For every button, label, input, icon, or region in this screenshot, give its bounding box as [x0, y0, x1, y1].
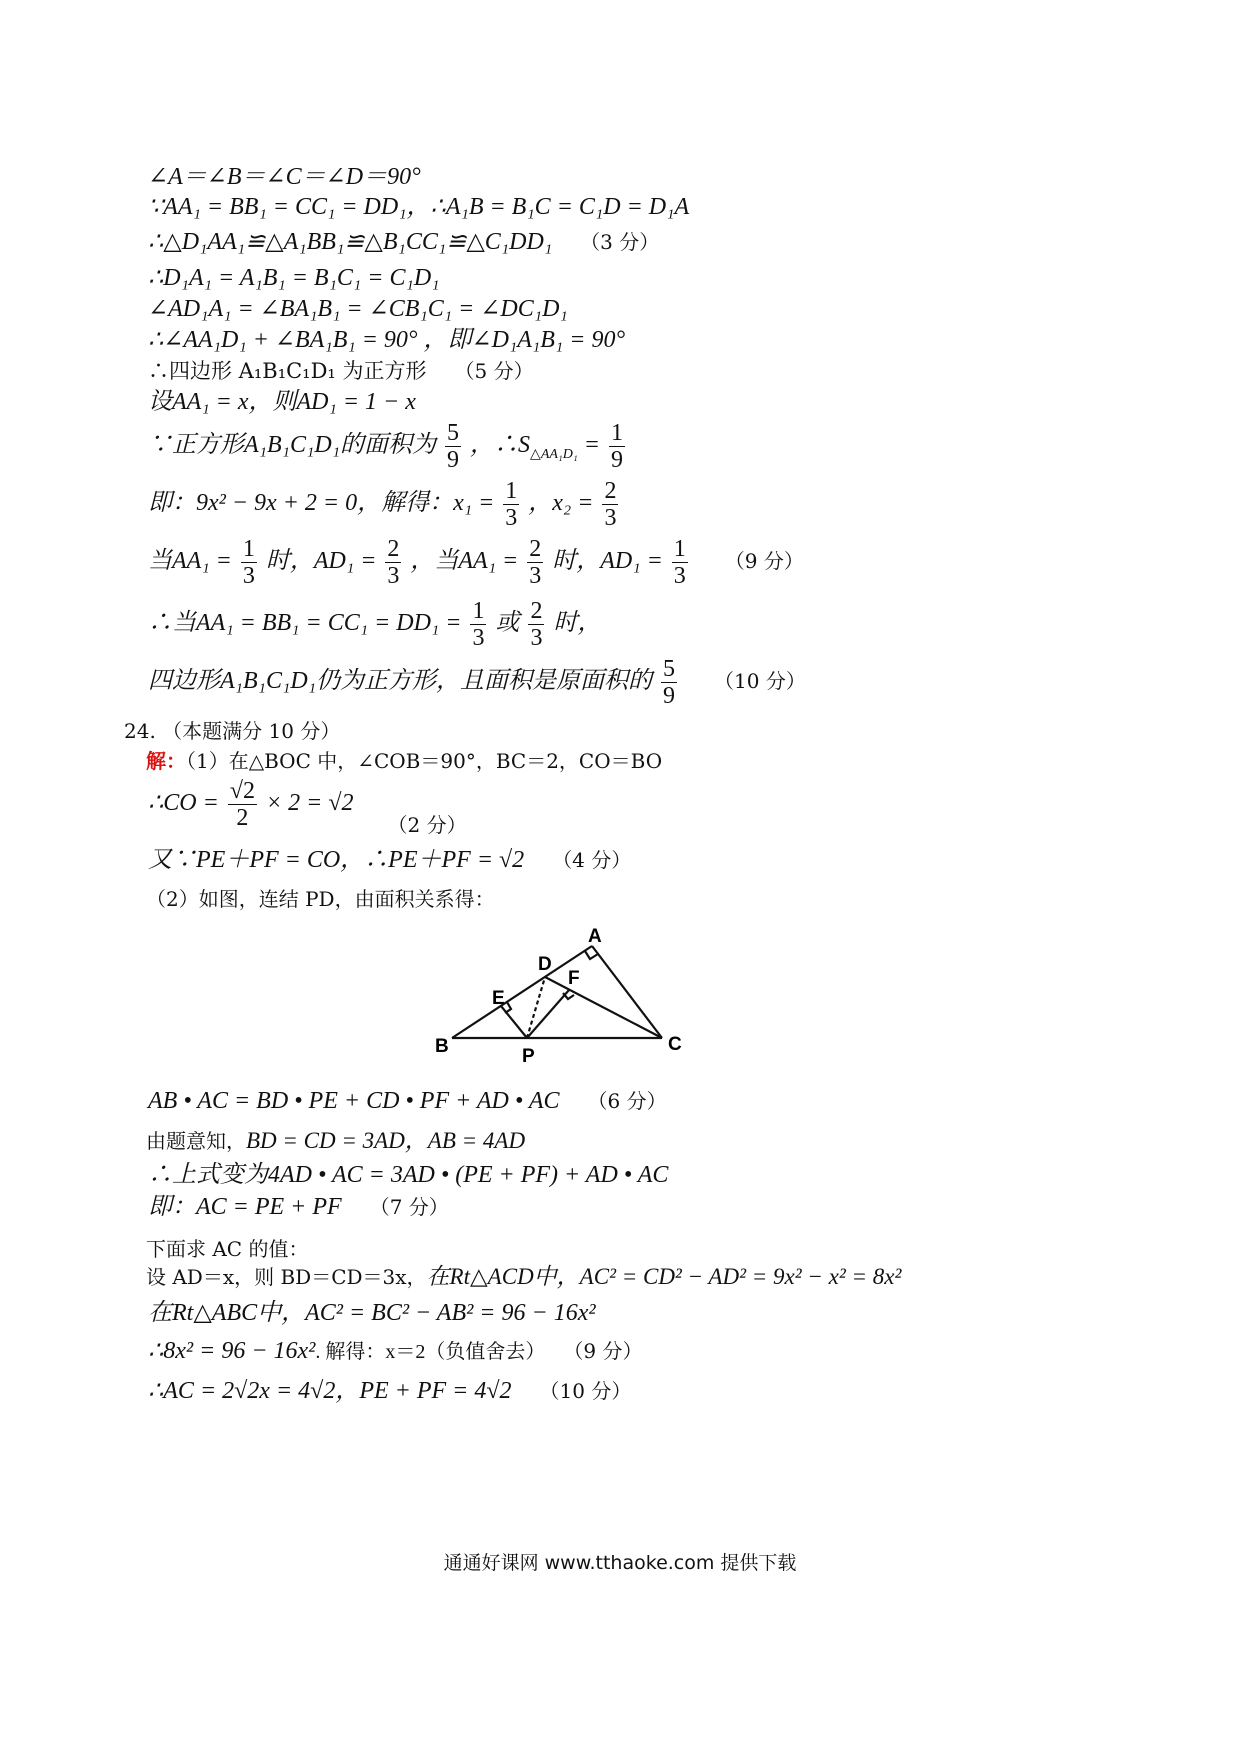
label-b: B [435, 1036, 449, 1057]
fraction-case2-aa1: $\frac{2}{3}$ [529, 536, 542, 589]
final-conclusion-line [148, 656, 806, 709]
case1-text: 当AA₁ = [148, 548, 232, 575]
fraction-sqrt2-over-2: $\frac{√2}{2}$ [229, 778, 255, 831]
segment-dc [545, 977, 662, 1038]
sides-equal-line: ∴D₁A₁ = A₁B₁ = B₁C₁ = C₁D₁ [148, 265, 440, 291]
time-text: 时， [553, 610, 602, 637]
final-text: 四边形A₁B₁C₁D₁仍为正方形，且面积是原面积的 [148, 668, 653, 695]
given-line [146, 1126, 525, 1156]
when-line [148, 598, 601, 651]
square-text: ∴四边形 A₁B₁C₁D₁ 为正方形 [148, 359, 427, 383]
when-text: ∴当AA₁ = BB₁ = CC₁ = DD₁ = [148, 610, 462, 637]
part1-text: （1）在△BOC 中，∠COB＝90°，BC＝2，CO＝BO [186, 749, 663, 773]
fraction-case1-ad1: $\frac{2}{3}$ [387, 536, 400, 589]
pe-pf-text: 又∵PE＋PF = CO，∴PE＋PF = √2 [148, 847, 525, 873]
fraction-one-ninth: $\frac{1}{9}$ [610, 420, 623, 473]
solution-label: 解： [146, 749, 186, 773]
quadratic-text: 即：9x² − 9x + 2 = 0，解得：x₁ = [148, 490, 495, 517]
x2-text: ，x₂ = [528, 490, 594, 517]
let-ad-line [146, 1262, 901, 1292]
equation-text: ∴8x² = 96 − 16x² [148, 1338, 316, 1364]
fraction-when-1: $\frac{1}{3}$ [472, 598, 485, 651]
score-3: （3 分） [580, 230, 660, 254]
transform-line: ∴上式变为4AD • AC = 3AD • (PE + PF) + AD • AC [148, 1162, 669, 1188]
score-10b: （10 分） [539, 1379, 632, 1403]
ac-equals-line [148, 1192, 449, 1222]
fraction-x2: $\frac{2}{3}$ [604, 478, 617, 531]
pe-pf-line [148, 845, 631, 875]
fraction-case2-ad1: $\frac{1}{3}$ [673, 536, 686, 589]
case2-ad1-text: 时，AD₁ = [552, 548, 663, 575]
cases-line [148, 536, 804, 589]
solve-text: . 解得：x＝2（负值舍去） [315, 1341, 546, 1363]
fraction-final: $\frac{5}{9}$ [663, 656, 676, 709]
fraction-case1-aa1: $\frac{1}{3}$ [242, 536, 255, 589]
score-7: （7 分） [369, 1195, 449, 1219]
fraction-when-2: $\frac{2}{3}$ [530, 598, 543, 651]
co-text: ∴CO = [148, 790, 219, 817]
footer-text: 通通好课网 www.tthaoke.com 提供下载 [443, 1552, 797, 1574]
find-ac-line: 下面求 AC 的值： [146, 1237, 309, 1261]
rt-acd-text: 在Rt△ACD中，AC² = CD² − AD² = 9x² − x² = 8x² [426, 1264, 902, 1289]
congruent-triangles-line [148, 227, 659, 257]
segments-equal-line: ∵AA₁ = BB₁ = CC₁ = DD₁，∴A₁B = B₁C = C₁D = D₁A [148, 194, 690, 220]
area-text: ∵正方形A₁B₁C₁D₁的面积为 [148, 432, 437, 459]
area-relation-line [148, 1086, 667, 1116]
label-p: P [522, 1046, 535, 1067]
score-2: （2 分） [387, 813, 467, 838]
score-9: （9 分） [724, 549, 804, 574]
fraction-x1: $\frac{1}{3}$ [505, 478, 518, 531]
let-variable-line: 设AA₁ = x，则AD₁ = 1 − x [148, 389, 416, 415]
given-label: 由题意知， [146, 1129, 246, 1153]
or-text: 或 [495, 610, 520, 637]
area-condition-line [148, 420, 628, 473]
segment-pe [501, 1006, 527, 1038]
rt-abc-line: 在Rt△ABC中，AC² = BC² − AB² = 96 − 16x² [148, 1300, 596, 1326]
score-4: （4 分） [552, 848, 632, 872]
congruence-text: ∴△D₁AA₁≌△A₁BB₁≌△B₁CC₁≌△C₁DD₁ [148, 229, 553, 255]
let-ad-text: 设 AD＝x，则 BD＝CD＝3x， [146, 1265, 427, 1289]
given-text: BD = CD = 3AD，AB = 4AD [246, 1128, 526, 1153]
square-conclusion-line [148, 356, 534, 386]
label-d: D [538, 954, 552, 975]
case1-ad1-text: 时，AD₁ = [265, 548, 377, 575]
right-angle-line: ∴∠AA₁D₁ + ∠BA₁B₁ = 90° ，即∠D₁A₁B₁ = 90° [148, 327, 626, 353]
area-s-text: ，∴S [470, 432, 531, 459]
co-value-line [148, 778, 467, 838]
score-10: （10 分） [714, 669, 806, 694]
segment-ba [452, 946, 592, 1038]
solution-part1-line [146, 746, 662, 776]
triangle-subscript: △AA₁D₁ [530, 446, 578, 462]
solve-line [148, 1336, 642, 1367]
fraction-five-ninths: $\frac{5}{9}$ [447, 420, 460, 473]
final-answer-text: ∴AC = 2√2x = 4√2，PE + PF = 4√2 [148, 1378, 512, 1404]
angles-equal-line: ∠A＝∠B＝∠C＝∠D＝90° [148, 164, 421, 190]
angles-relations-line: ∠AD₁A₁ = ∠BA₁B₁ = ∠CB₁C₁ = ∠DC₁D₁ [148, 296, 568, 322]
question-24-header: 24. （本题满分 10 分） [124, 719, 341, 743]
score-9b: （9 分） [573, 1339, 643, 1363]
score-5: （5 分） [454, 359, 534, 383]
right-angle-f [563, 993, 574, 999]
quadratic-line [148, 478, 621, 531]
ac-equals-text: 即：AC = PE + PF [148, 1194, 342, 1220]
equals-sign: = [583, 432, 600, 459]
area-relation-text: AB • AC = BD • PE + CD • PF + AD • AC [148, 1088, 560, 1114]
final-answer-line [148, 1376, 631, 1406]
score-6: （6 分） [587, 1089, 667, 1113]
label-f: F [568, 968, 580, 989]
part2-line: （2）如图，连结 PD，由面积关系得： [146, 887, 495, 911]
label-a: A [588, 926, 602, 947]
segment-ac [592, 946, 662, 1038]
case2-text: ，当AA₁ = [410, 548, 519, 575]
triangle-figure [430, 920, 700, 1070]
label-c: C [668, 1034, 682, 1055]
label-e: E [492, 988, 505, 1009]
co-result: × 2 = √2 [265, 790, 354, 817]
